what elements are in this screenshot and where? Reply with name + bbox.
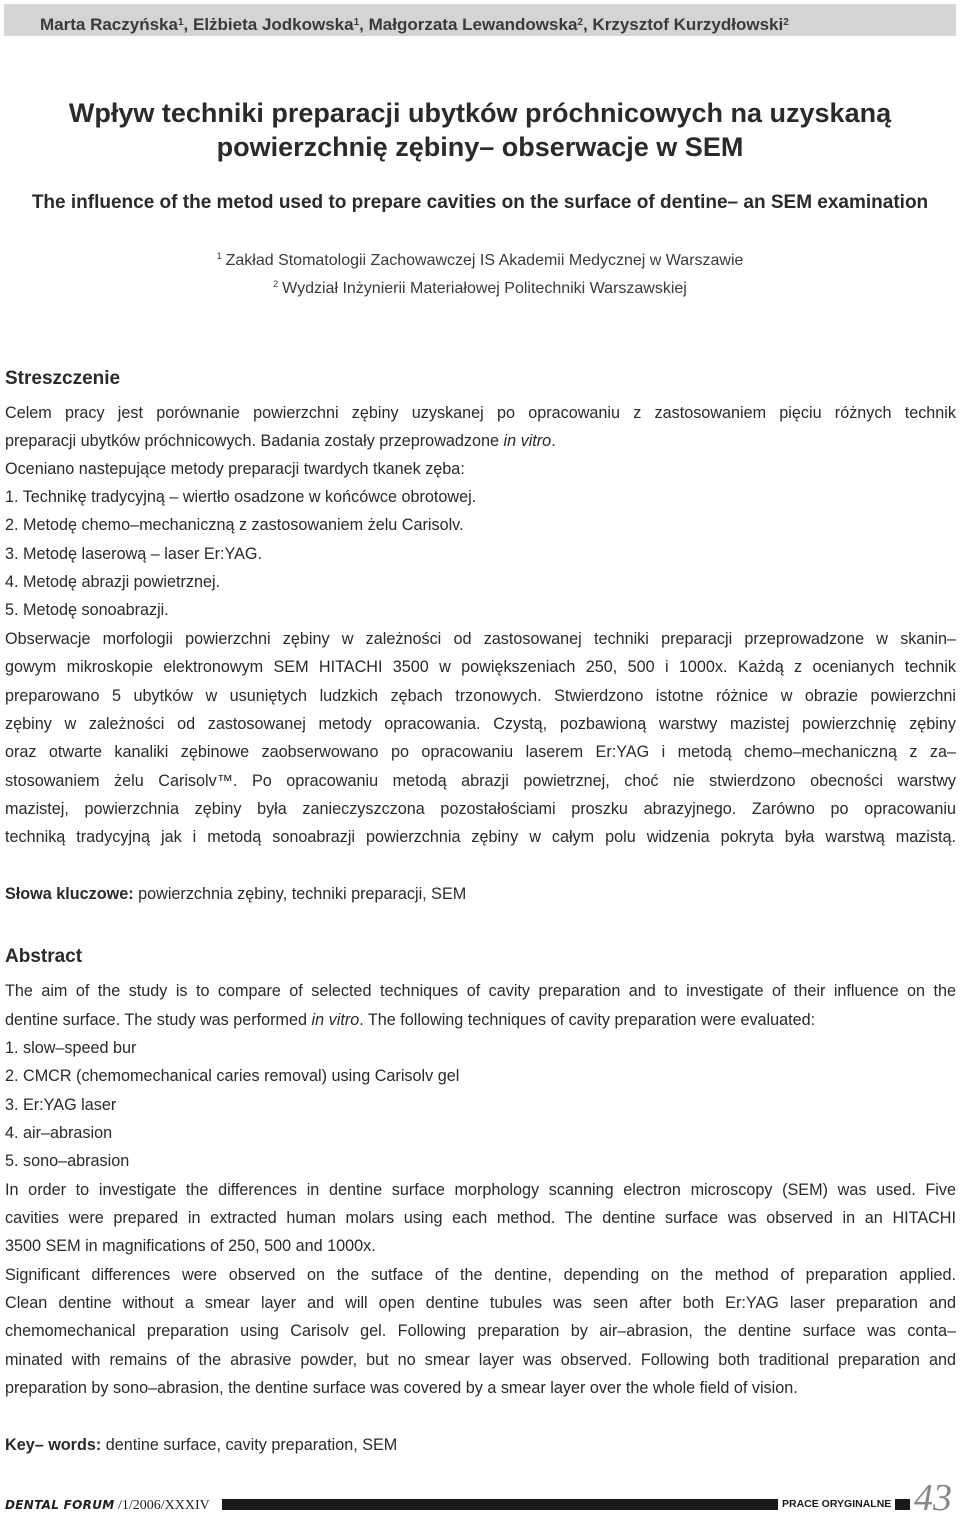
- streszczenie-body-line: stosowaniem żelu Carisolv™. Po opracowaniu metodą abrazji powietrznej, choć nie stwierdzono obecności warstwy: [5, 772, 956, 790]
- abstract-body-line: Significant differences were observed on the sutface of the dentine, depending on the method of preparation applied.: [5, 1266, 956, 1284]
- affiliation: [0, 279, 960, 298]
- english-title: The influence of the metod used to prepare cavities on the surface of dentine– an SEM examination: [31, 192, 929, 213]
- author: Krzysztof Kurzydłowski: [592, 15, 784, 34]
- affiliation-mark: 2: [273, 279, 279, 289]
- authors-bar: [4, 4, 956, 36]
- abstract-line: The aim of the study is to compare of selected techniques of cavity preparation and to investigate of their influence on the: [5, 982, 956, 1000]
- author: Marta Raczyńska: [40, 15, 178, 34]
- keywords-text: dentine surface, cavity preparation, SEM: [101, 1436, 398, 1454]
- keywords-pl: [5, 885, 466, 904]
- author-separator: ,: [183, 15, 193, 34]
- affiliation-mark: 1: [216, 251, 222, 261]
- streszczenie-body-line: Obserwacje morfologii powierzchni zębiny w zależności od zastosowanej techniki preparacji przeprowadzone w skanin–: [5, 630, 956, 648]
- author-separator: ,: [582, 15, 593, 34]
- keywords-label: Słowa kluczowe:: [5, 885, 134, 903]
- text-run: .: [551, 432, 556, 450]
- paper-title-line-2: powierzchnię zębiny– obserwacje w SEM: [216, 132, 744, 162]
- keywords-text: powierzchnia zębiny, techniki preparacji, SEM: [133, 885, 467, 903]
- keywords-en: [5, 1436, 397, 1455]
- abstract-body-line: In order to investigate the differences in dentine surface morphology scanning electron microscopy (SEM) was used. Five: [5, 1181, 956, 1199]
- streszczenie-body-line: mazistej, powierzchnia zębiny była zanieczyszczona pozostałościami proszku abrazyjnego. Zarówno po opracowaniu: [5, 800, 956, 818]
- method-item: 4. Metodę abrazji powietrznej.: [5, 573, 221, 591]
- streszczenie-heading: Streszczenie: [5, 368, 121, 389]
- section-label: PRACE ORYGINALNE: [778, 1499, 895, 1510]
- method-item: 5. Metodę sonoabrazji.: [5, 601, 169, 619]
- author: Elżbieta Jodkowska: [192, 15, 354, 34]
- streszczenie-body-line: oraz otwarte kanaliki zębinowe zaobserwowano po opracowaniu laserem Er:YAG i metodą chemo–mechaniczną z za–: [5, 743, 956, 761]
- method-item: 4. air–abrasion: [5, 1124, 113, 1142]
- streszczenie-line: Oceniano nastepujące metody preparacji twardych tkanek zęba:: [5, 460, 465, 478]
- text-run: preparacji ubytków próchnicowych. Badania zostały przeprowadzone: [5, 432, 504, 450]
- method-item: 5. sono–abrasion: [5, 1152, 130, 1170]
- text-emphasis: in vitro: [311, 1011, 360, 1029]
- abstract-body-line: Clean dentine without a smear layer and will open dentine tubules was seen after both Er:YAG laser preparation and: [5, 1294, 956, 1312]
- abstract-heading: Abstract: [5, 946, 83, 967]
- text-emphasis: in vitro: [503, 432, 552, 450]
- text-run: dentine surface. The study was performed: [5, 1011, 312, 1029]
- streszczenie-body-line: gowym mikroskopie elektronowym SEM HITACHI 3500 w powiększeniach 250, 500 i 1000x. Każdą z ocenianych technik: [5, 658, 956, 676]
- method-item: 1. Technikę tradycyjną – wiertło osadzone w końcówce obrotowej.: [5, 488, 477, 506]
- authors: [40, 15, 789, 35]
- abstract-body-line: cavities were prepared in extracted human molars using each method. The dentine surface was observed in an HITACHI: [5, 1209, 956, 1227]
- author-affiliation-mark: 2: [577, 17, 583, 28]
- streszczenie-line: [5, 432, 556, 451]
- affiliation-text: Wydział Inżynierii Materiałowej Politechniki Warszawskiej: [282, 280, 687, 297]
- abstract-body-line: minated with remains of the abrasive powder, but no smear layer was observed. Following both traditional preparation and: [5, 1351, 956, 1369]
- method-item: 3. Metodę laserową – laser Er:YAG.: [5, 545, 263, 563]
- text-run: . The following techniques of cavity preparation were evaluated:: [359, 1011, 816, 1029]
- abstract-body-line: chemomechanical preparation using Carisolv gel. Following preparation by air–abrasion, the dentine surface was conta–: [5, 1322, 956, 1340]
- journal-footer: [5, 1497, 210, 1514]
- streszczenie-body-line: preparowano 5 ubytków w usuniętych ludzkich zębach trzonowych. Stwierdzono istotne różnice w obrazie powierzchni: [5, 687, 956, 705]
- journal-issue: /1/2006/XXXIV: [114, 1498, 210, 1513]
- author: Małgorzata Lewandowska: [368, 15, 578, 34]
- streszczenie-line: Celem pracy jest porównanie powierzchni zębiny uzyskanej po opracowaniu z zastosowaniem pięciu różnych technik: [5, 404, 956, 422]
- abstract-body-line: 3500 SEM in magnifications of 250, 500 and 1000x.: [5, 1237, 376, 1255]
- author-affiliation-mark: 2: [783, 17, 789, 28]
- method-item: 2. Metodę chemo–mechaniczną z zastosowaniem żelu Carisolv.: [5, 516, 464, 534]
- author-separator: ,: [359, 15, 369, 34]
- streszczenie-body-line: techniką tradycyjną jak i metodą sonoabrazji powierzchnia zębiny w całym polu widzenia pokryta była warstwą mazistą.: [5, 828, 956, 846]
- affiliation: [0, 251, 960, 270]
- page-number: 43: [914, 1477, 952, 1519]
- abstract-line: [5, 1011, 815, 1030]
- author-affiliation-mark: 1: [177, 17, 184, 28]
- paper-title-line-1: Wpływ techniki preparacji ubytków próchnicowych na uzyskaną: [68, 98, 892, 128]
- affiliation-text: Zakład Stomatologii Zachowawczej IS Akademii Medycznej w Warszawie: [225, 252, 744, 269]
- method-item: 2. CMCR (chemomechanical caries removal) using Carisolv gel: [5, 1067, 460, 1085]
- abstract-body-line: preparation by sono–abrasion, the dentine surface was covered by a smear layer over the whole field of vision.: [5, 1379, 798, 1397]
- method-item: 1. slow–speed bur: [5, 1039, 137, 1057]
- keywords-label: Key– words:: [5, 1436, 102, 1454]
- journal-name: DENTAL FORUM: [5, 1498, 115, 1512]
- author-affiliation-mark: 1: [353, 17, 360, 28]
- method-item: 3. Er:YAG laser: [5, 1096, 117, 1114]
- streszczenie-body-line: zębiny w zależności od zastosowanej metody opracowania. Czystą, pozbawioną warstwy mazistej powierzchnię zębiny: [5, 715, 956, 733]
